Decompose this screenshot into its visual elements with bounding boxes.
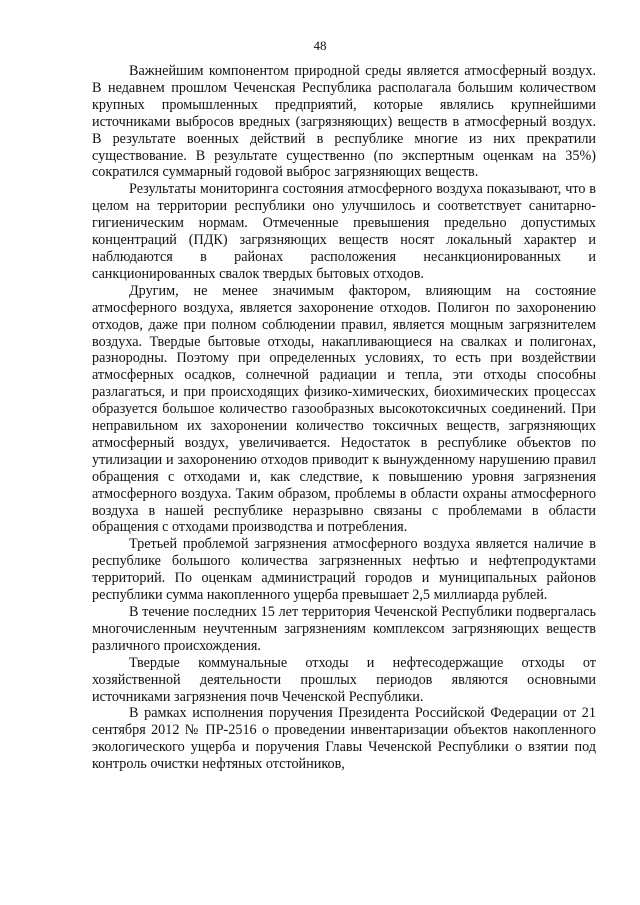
page-number: 48	[313, 38, 327, 53]
paragraph-waste-burial-factor: Другим, не менее значимым фактором, влияющим на состояние атмосферного воздуха, является захоронение отходов. Полигон по захоронению отходов, даже при полном соблюдении правил, является мощным загрязнителем воздуха. Твердые бытовые отходы, накапливающиеся на свалках и полигонах, разнородны. Поэтому при определенных условиях, то есть при воздействии атмосферных осадков, солнечной радиации и тепла, эти отходы способны разлагаться, и при происходящих физико-химических, биохимических процессах образуется большое количество газообразных высокотоксичных соединений. При неправильном их захоронении количество токсичных веществ, загрязняющих атмосферный воздух, увеличивается. Недостаток в республике объектов по утилизации и захоронению отходов приводит к вынужденному нарушению правил обращения с отходами и, как следствие, к повышению уровня загрязнения атмосферного воздуха. Таким образом, проблемы в области охраны атмосферного воздуха в нашей республике неразрывно связаны с проблемами в области обращения с отходами производства и потребления.	[92, 282, 596, 536]
paragraph-atmospheric-air-component: Важнейшим компонентом природной среды является атмосферный воздух. В недавнем прошлом Чеченская Республика располагала большим количеством крупных промышленных предприятий, которые являлись крупнейшими источниками выбросов вредных (загрязняющих) веществ в атмосферный воздух. В результате военных действий в республике многие из них прекратили существование. В результате существенно (по экспертным оценкам на 35%) сократился суммарный годовой выброс загрязняющих веществ.	[92, 63, 596, 181]
body-text	[92, 63, 596, 773]
paragraph-oil-contaminated-territories: Третьей проблемой загрязнения атмосферного воздуха является наличие в республике большого количества загрязненных нефтью и нефтепродуктами территорий. По оценкам администраций городов и муниципальных районов республики сумма накопленного ущерба превышает 2,5 миллиарда рублей.	[92, 536, 596, 604]
paragraph-presidential-order: В рамках исполнения поручения Президента Российской Федерации от 21 сентября 2012 № ПР-2516 о проведении инвентаризации объектов накопленного экологического ущерба и поручения Главы Чеченской Республики о взятии под контроль очистки нефтяных отстойников,	[92, 705, 596, 773]
paragraph-monitoring-results: Результаты мониторинга состояния атмосферного воздуха показывают, что в целом на территории республики оно улучшилось и соответствует санитарно-гигиеническим нормам. Отмеченные превышения предельно допустимых концентраций (ПДК) загрязняющих веществ носят локальный характер и наблюдаются в районах расположения несанкционированных и санкционированных свалок твердых бытовых отходов.	[92, 181, 596, 282]
paragraph-last-15-years-pollution: В течение последних 15 лет территория Чеченской Республики подвергалась многочисленным неучтенным загрязнениям комплексом загрязняющих веществ различного происхождения.	[92, 604, 596, 654]
paragraph-soil-pollution-sources: Твердые коммунальные отходы и нефтесодержащие отходы от хозяйственной деятельности прошлых периодов являются основными источниками загрязнения почв Чеченской Республики.	[92, 654, 596, 705]
